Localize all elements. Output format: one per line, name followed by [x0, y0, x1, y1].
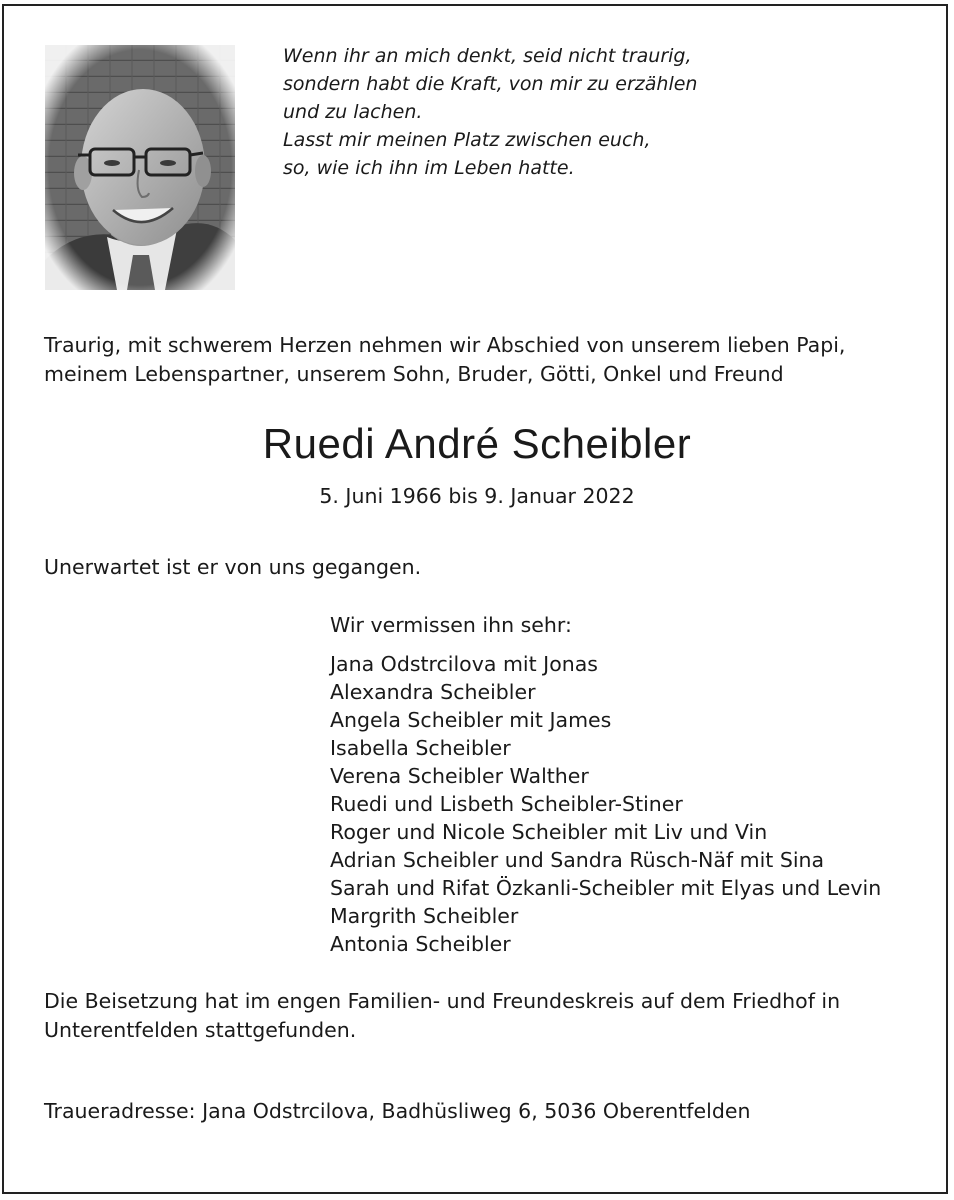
poem-line: Lasst mir meinen Platz zwischen euch,: [283, 129, 651, 151]
sudden-text: Unerwartet ist er von uns gegangen.: [44, 555, 422, 579]
mourner: Isabella Scheibler: [330, 736, 511, 760]
mourner: Alexandra Scheibler: [330, 680, 536, 704]
deceased-name: Ruedi André Scheibler: [262, 420, 692, 467]
intro-text: Traurig, mit schwerem Herzen nehmen wir Abschied von unserem lieben Papi, meinem Lebenspartner, unserem Sohn, Bruder, Götti, Onkel und Freund: [44, 333, 846, 386]
mourner: Angela Scheibler mit James: [330, 708, 612, 732]
mourner: Roger und Nicole Scheibler mit Liv und Vin: [330, 820, 768, 844]
mourner: Verena Scheibler Walther: [330, 764, 589, 788]
mourner: Antonia Scheibler: [330, 932, 511, 956]
burial-text: Die Beisetzung hat im engen Familien- und Freundeskreis auf dem Friedhof in Unterentfelden stattgefunden.: [44, 989, 841, 1042]
mourner: Ruedi und Lisbeth Scheibler-Stiner: [330, 792, 683, 816]
mourner: Sarah und Rifat Özkanli-Scheibler mit Elyas und Levin: [330, 876, 882, 900]
poem-line: Wenn ihr an mich denkt, seid nicht traurig,: [283, 45, 692, 67]
miss-heading: Wir vermissen ihn sehr:: [330, 613, 572, 637]
mourners-list: [330, 650, 881, 958]
mourner: Margrith Scheibler: [330, 904, 519, 928]
poem: [283, 42, 697, 182]
portrait-photo: [45, 45, 235, 290]
life-dates: 5. Juni 1966 bis 9. Januar 2022: [319, 484, 635, 508]
mourning-address: Traueradresse: Jana Odstrcilova, Badhüsliweg 6, 5036 Oberentfelden: [44, 1099, 751, 1123]
mourner: Jana Odstrcilova mit Jonas: [330, 652, 598, 676]
poem-line: so, wie ich ihn im Leben hatte.: [283, 157, 575, 179]
poem-line: sondern habt die Kraft, von mir zu erzählen: [283, 73, 698, 95]
poem-line: und zu lachen.: [283, 101, 423, 123]
mourner: Adrian Scheibler und Sandra Rüsch-Näf mit Sina: [330, 848, 825, 872]
